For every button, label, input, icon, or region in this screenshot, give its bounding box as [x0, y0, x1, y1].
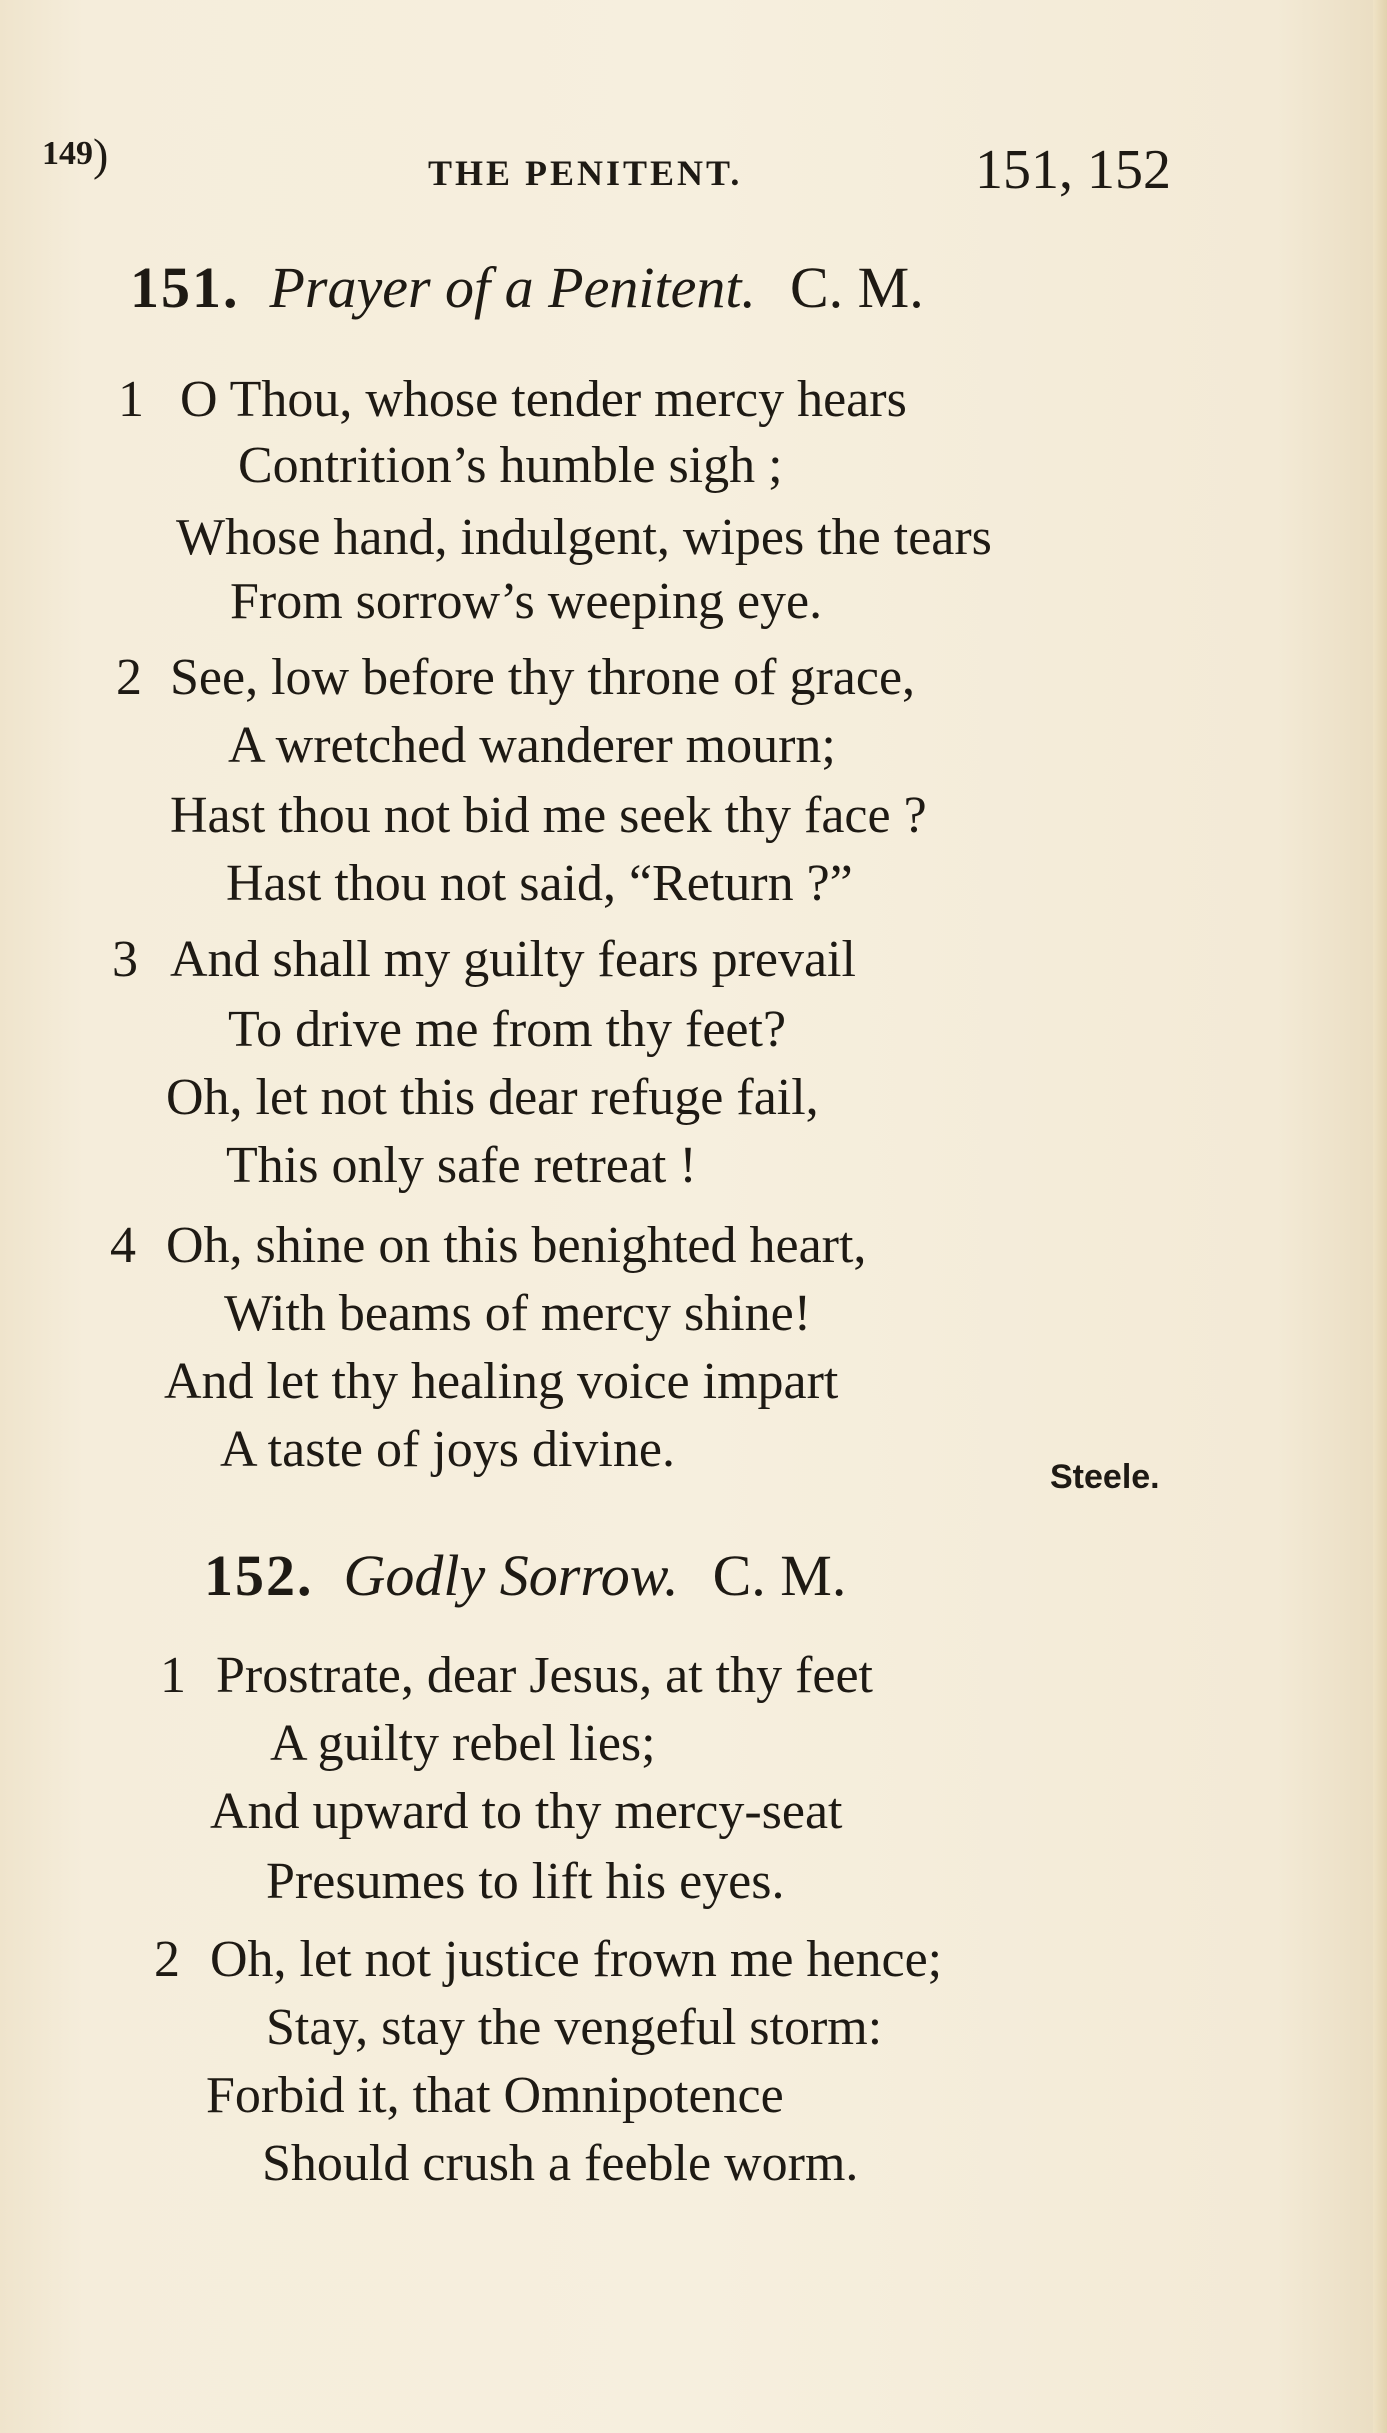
verse-number: 1: [160, 1647, 186, 1704]
hymn-heading: 151. Prayer of a Penitent. C. M.: [130, 255, 924, 320]
running-title: THE PENITENT.: [428, 153, 743, 193]
verse-line: With beams of mercy shine!: [224, 1285, 812, 1342]
verse-line: To drive me from thy feet?: [228, 1001, 787, 1058]
verse-line: O Thou, whose tender mercy hears: [180, 371, 907, 428]
verse-line: Oh, let not this dear refuge fail,: [166, 1069, 819, 1126]
verse-line: And let thy healing voice impart: [164, 1353, 839, 1410]
verse-number: 1: [118, 371, 144, 428]
verse-number: 3: [112, 931, 138, 988]
hymn-heading: 152. Godly Sorrow. C. M.: [204, 1543, 847, 1608]
verse-number: 2: [116, 649, 142, 706]
verse-number: 2: [154, 1931, 180, 1988]
verse-line: Oh, let not justice frown me hence;: [210, 1931, 943, 1988]
verse-line: And shall my guilty fears prevail: [170, 931, 856, 988]
verse-line: A taste of joys divine.: [220, 1421, 675, 1478]
verse-line: Hast thou not bid me seek thy face ?: [170, 787, 927, 844]
verse-line: Hast thou not said, “Return ?”: [226, 855, 853, 912]
verse-line: A wretched wanderer mourn;: [228, 717, 836, 774]
verse-line: Forbid it, that Omnipotence: [206, 2067, 784, 2124]
verse-line: Stay, stay the vengeful storm:: [266, 1999, 883, 2056]
verse-line: And upward to thy mercy-seat: [210, 1783, 843, 1840]
verse-line: From sorrow’s weeping eye.: [230, 573, 823, 630]
verse-line: Presumes to lift his eyes.: [266, 1853, 785, 1910]
verse-line: See, low before thy throne of grace,: [170, 649, 916, 706]
verse-line: Whose hand, indulgent, wipes the tears: [176, 509, 992, 566]
page-number: 149): [42, 129, 109, 180]
verse-line: This only safe retreat !: [226, 1137, 697, 1194]
hymn-range: 151, 152: [975, 139, 1171, 201]
verse-number: 4: [110, 1217, 136, 1274]
verse-line: Oh, shine on this benighted heart,: [166, 1217, 867, 1274]
page-edge: [1373, 0, 1387, 2433]
verse-line: A guilty rebel lies;: [270, 1715, 656, 1772]
verse-line: Contrition’s humble sigh ;: [238, 437, 783, 494]
verse-line: Prostrate, dear Jesus, at thy feet: [216, 1647, 874, 1704]
author-attribution: Steele.: [1050, 1458, 1160, 1496]
verse-line: Should crush a feeble worm.: [262, 2135, 859, 2192]
